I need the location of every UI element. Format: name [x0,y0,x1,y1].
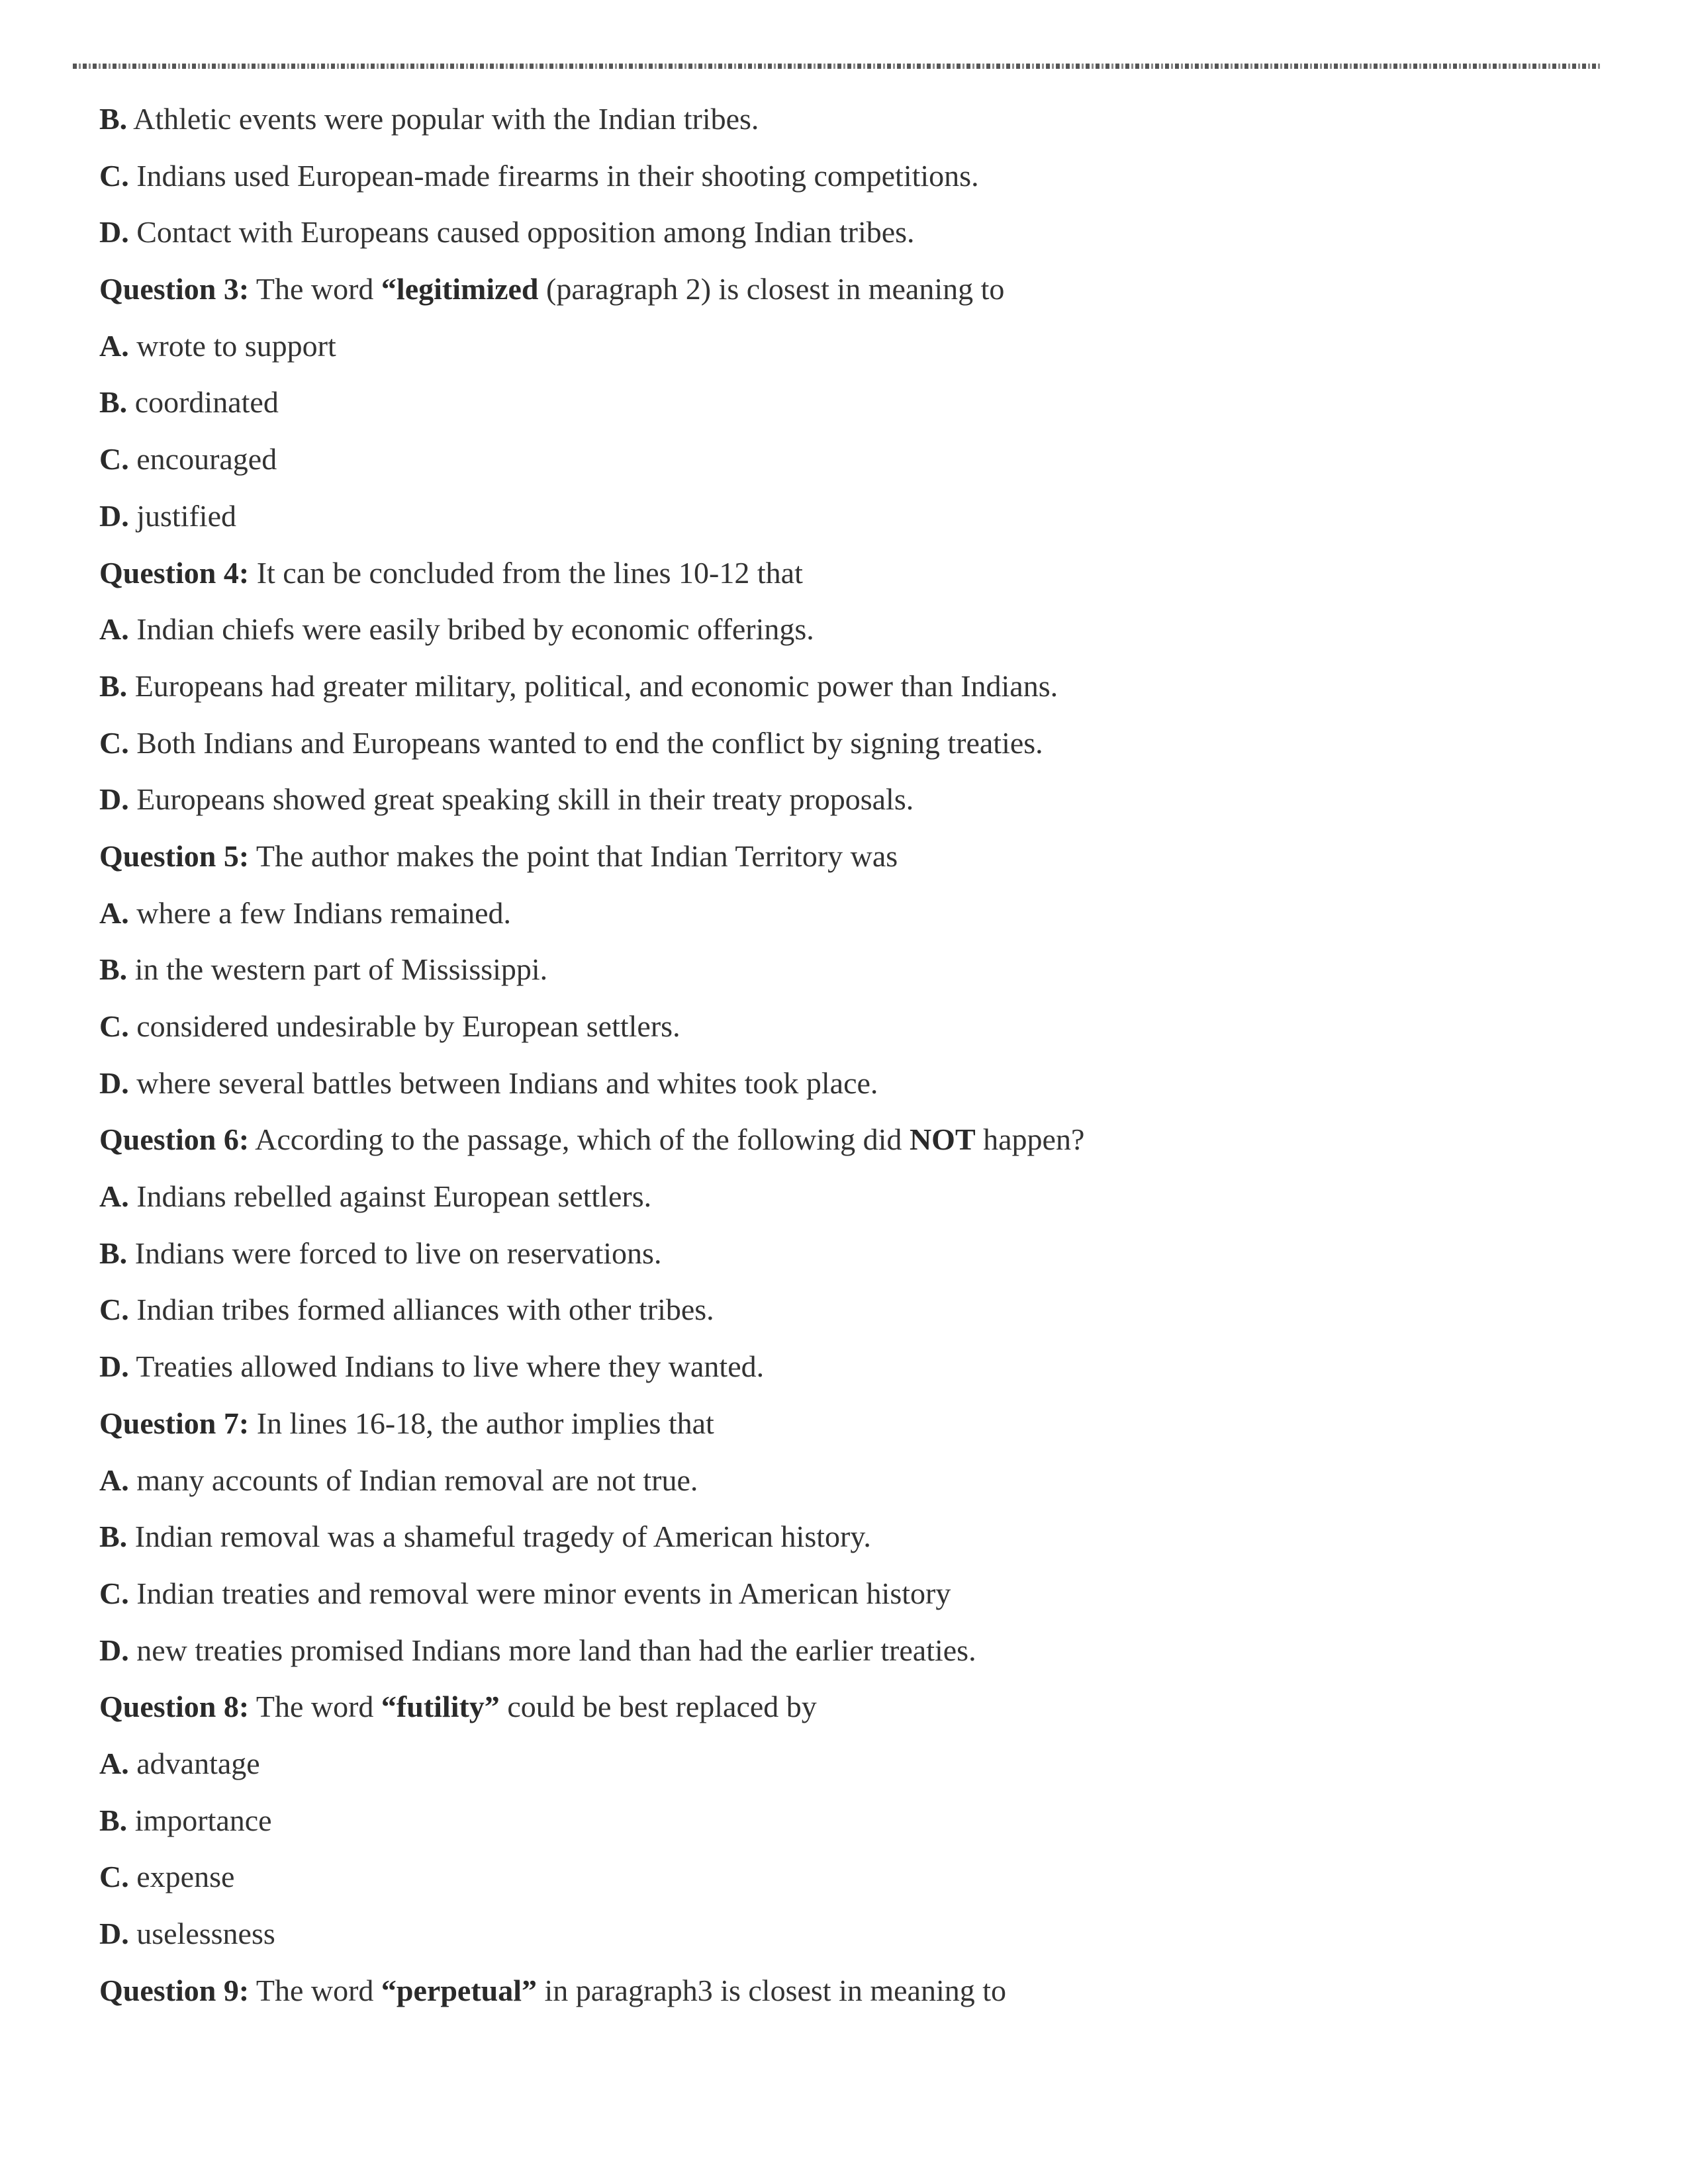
line-label: C. [99,442,129,477]
line-label: C. [99,1860,129,1894]
line-label: Question 8: [99,1690,250,1724]
answer-option [99,148,1589,205]
line-text: The author makes the point that Indian Territory was [256,839,898,873]
line-text: In lines 16-18, the author implies that [256,1406,714,1440]
answer-option [99,941,1589,998]
line-label: A. [99,1746,129,1780]
line-label: D. [99,1917,129,1950]
line-label: D. [99,498,129,533]
line-text: advantage [136,1746,260,1780]
line-text: Athletic events were popular with the Indian tribes. [133,102,759,136]
line-label: D. [99,215,129,250]
line-text: expense [136,1860,235,1894]
line-label: B. [99,1520,128,1554]
answer-option [99,658,1589,715]
question-line [99,261,1589,318]
line-text: Indians were forced to live on reservations. [134,1236,662,1270]
line-label: B. [99,1236,128,1270]
answer-option [99,488,1589,545]
line-label: C. [99,158,129,193]
line-label: A. [99,1179,129,1214]
line-text: The word [256,1973,381,2007]
line-label: Question 6: [99,1122,250,1157]
answer-option [99,601,1589,658]
line-label: B. [99,668,128,703]
line-text: The word [256,272,381,306]
line-label: D. [99,1349,129,1384]
line-text: (paragraph 2) is closest in meaning to [538,272,1005,306]
line-label: C. [99,725,129,760]
answer-option [99,1281,1589,1338]
line-text: According to the passage, which of the following did [255,1122,910,1157]
line-label: Question 7: [99,1406,250,1440]
line-label: Question 4: [99,555,250,590]
line-text: in the western part of Mississippi. [134,952,548,987]
line-label: B. [99,1803,128,1837]
answer-option [99,1848,1589,1905]
line-label: B. [99,102,128,136]
line-label: B. [99,385,128,420]
line-label: A. [99,1463,129,1497]
answer-option [99,204,1589,261]
answer-option [99,1905,1589,1962]
answer-option [99,1622,1589,1679]
emphasis-text: “legitimized [381,272,539,306]
line-text: Indian removal was a shameful tragedy of American history. [134,1520,871,1554]
line-text: It can be concluded from the lines 10-12 that [256,555,803,590]
line-label: Question 3: [99,272,250,306]
answer-option [99,885,1589,942]
line-label: C. [99,1576,129,1610]
line-text: where a few Indians remained. [136,895,512,930]
question-line [99,545,1589,602]
line-text: encouraged [136,442,277,477]
line-text: could be best replaced by [499,1690,817,1724]
line-label: D. [99,782,129,817]
answer-option [99,998,1589,1055]
line-label: D. [99,1633,129,1667]
line-text: Indians rebelled against European settlers. [136,1179,652,1214]
answer-option [99,1792,1589,1849]
line-text: Indian tribes formed alliances with other tribes. [136,1293,714,1327]
line-label: C. [99,1009,129,1043]
answer-option [99,1225,1589,1282]
line-text: Contact with Europeans caused opposition among Indian tribes. [136,215,915,250]
answer-option [99,771,1589,828]
line-text: uselessness [136,1917,275,1950]
document-body [99,91,1589,2019]
line-label: A. [99,612,129,647]
line-text: Europeans had greater military, political, and economic power than Indians. [134,668,1058,703]
line-text: many accounts of Indian removal are not true. [136,1463,698,1497]
line-text: coordinated [134,385,279,420]
line-label: D. [99,1066,129,1100]
emphasis-text: “futility” [381,1690,500,1724]
line-text: new treaties promised Indians more land than had the earlier treaties. [136,1633,976,1667]
answer-option [99,715,1589,772]
emphasis-text: NOT [909,1122,976,1157]
answer-option [99,1735,1589,1792]
answer-option [99,1565,1589,1622]
answer-option [99,1338,1589,1395]
answer-option [99,431,1589,488]
line-text: in paragraph3 is closest in meaning to [537,1973,1007,2007]
line-text: Treaties allowed Indians to live where they wanted. [136,1349,765,1384]
answer-option [99,374,1589,431]
line-text: importance [134,1803,272,1837]
question-line [99,828,1589,885]
question-line [99,1111,1589,1168]
line-label: Question 9: [99,1973,250,2007]
answer-option [99,1508,1589,1565]
line-text: where several battles between Indians and whites took place. [136,1066,878,1100]
line-label: A. [99,895,129,930]
line-text: Indian chiefs were easily bribed by economic offerings. [136,612,814,647]
line-text: Indian treaties and removal were minor events in American history [136,1576,951,1610]
line-text: Europeans showed great speaking skill in their treaty proposals. [136,782,914,817]
answer-option [99,1055,1589,1112]
line-label: A. [99,328,129,363]
answer-option [99,1168,1589,1225]
emphasis-text: “perpetual” [381,1973,538,2007]
line-text: justified [136,498,236,533]
question-line [99,1678,1589,1735]
question-line [99,1395,1589,1452]
answer-option [99,91,1589,148]
line-text: Both Indians and Europeans wanted to end the conflict by signing treaties. [136,725,1043,760]
question-line [99,1962,1589,2019]
answer-option [99,1452,1589,1509]
line-text: The word [256,1690,381,1724]
answer-option [99,318,1589,375]
line-text: happen? [975,1122,1085,1157]
line-text: wrote to support [136,328,336,363]
line-text: considered undesirable by European settlers. [136,1009,680,1043]
line-label: C. [99,1293,129,1327]
line-label: B. [99,952,128,987]
line-text: Indians used European-made firearms in their shooting competitions. [136,158,979,193]
line-label: Question 5: [99,839,250,873]
header-rule [73,64,1602,69]
